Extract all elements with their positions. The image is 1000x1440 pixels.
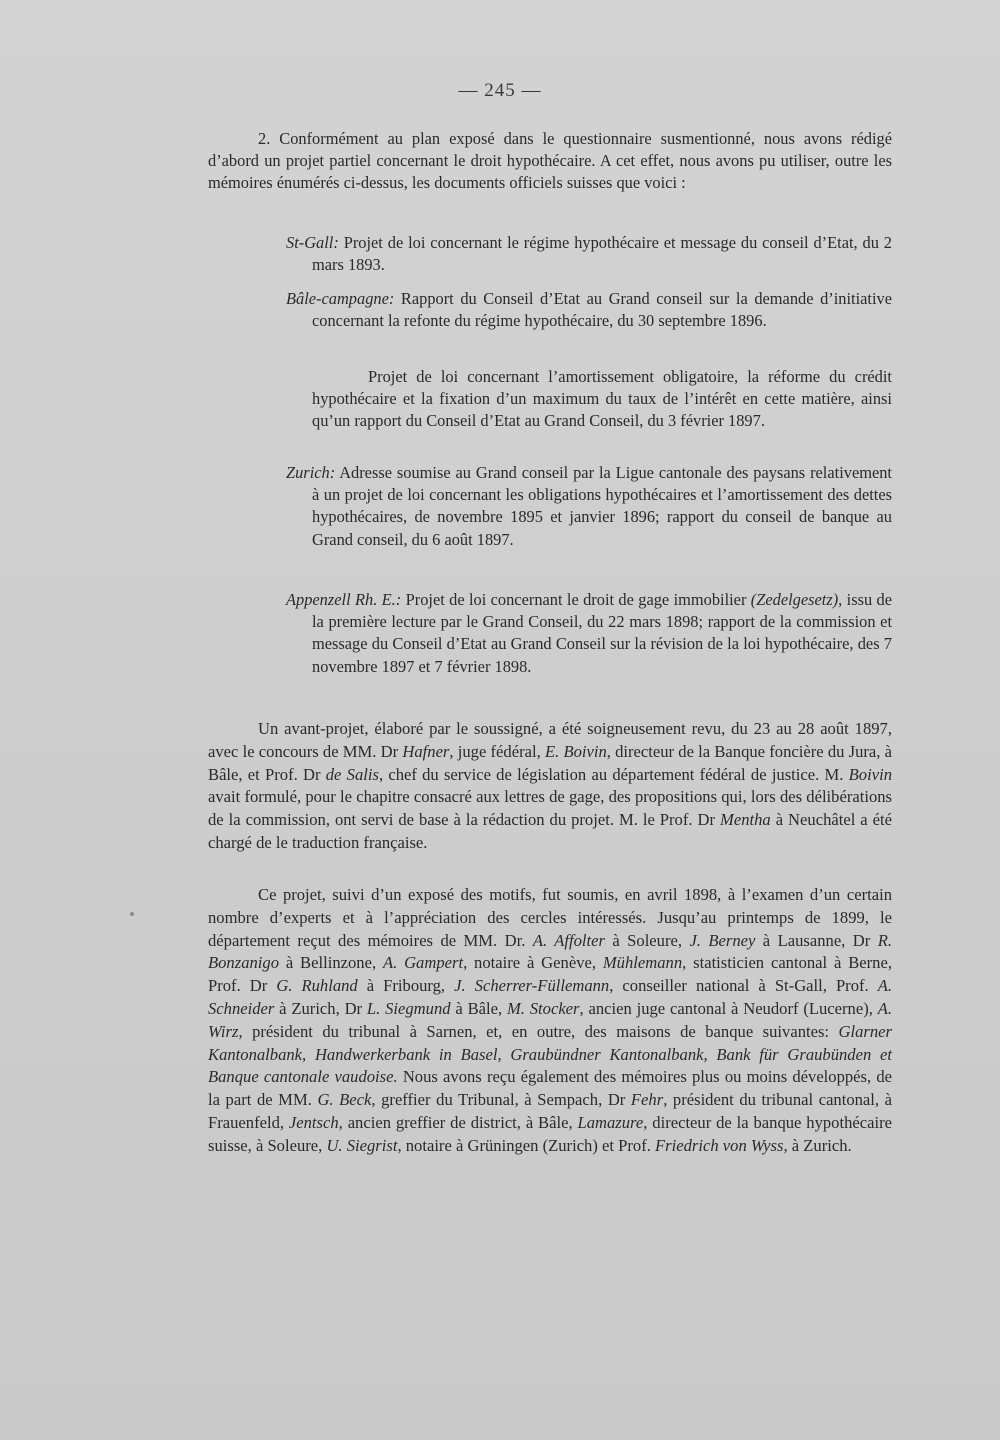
document-canton: St-Gall: — [286, 233, 339, 252]
document-description: Projet de loi concernant le régime hypothécaire et message du conseil d’Etat, du 2 mars 1893. — [312, 233, 892, 275]
person-name: U. Siegrist — [326, 1135, 398, 1155]
text-run: , chef du service de législation au département fédéral de justice. M. — [378, 764, 849, 784]
document-description: Adresse soumise au Grand conseil par la Ligue cantonale des paysans relativement à un projet de loi concernant les obligations hypothécaires et l’amortissement des dettes hypothécaires, de novembre 1895 et janvier 1896; rapport du conseil de banque au Grand conseil, du 6 août 1897. — [312, 463, 892, 549]
text-run: à Bellinzone, — [279, 953, 383, 973]
person-name: Boivin — [848, 764, 892, 784]
text-run: à Fribourg, — [357, 976, 455, 996]
document-canton: Bâle-campagne: — [286, 289, 395, 308]
intro-text: 2. Conformément au plan exposé dans le questionnaire susmentionné, nous avons rédigé d’abord un projet partiel concernant le droit hypothécaire. A cet effet, nous avons pu utiliser, outre les mémoires énumérés ci-dessus, les documents officiels suisses que voici : — [208, 129, 892, 193]
text-run: avait formulé, pour le chapitre consacré aux lettres de gage, des propositions qui, lors des délibérations de la commission, ont servi de base à la rédaction du projet. M. le Prof. Dr — [208, 787, 892, 830]
bank-names: Glarner Kantonalbank, Handwerkerbank in Basel, Graubündner Kantonalbank, Bank für Graubünden et Banque cantonale vaudoise. — [208, 1021, 892, 1087]
person-name: G. Ruhland — [276, 976, 358, 996]
person-name: A. Gampert — [382, 953, 464, 973]
intro-paragraph — [208, 128, 892, 195]
paragraph-avant-projet — [208, 718, 892, 855]
person-name: Mühlemann — [602, 953, 683, 973]
document-canton: Zurich: — [286, 463, 336, 482]
text-run: à Lausanne, Dr — [755, 930, 878, 950]
text-run: , notaire à Genève, — [463, 953, 603, 973]
person-name: J. Scherrer-Füllemann — [454, 976, 610, 996]
document-description: Projet de loi concernant le droit de gage immobilier — [401, 590, 751, 609]
document-entry-zurich — [286, 462, 892, 551]
text-run: , président du tribunal à Sarnen, et, en outre, des maisons de banque suivantes: — [238, 1021, 839, 1041]
paragraph-text — [208, 884, 892, 1158]
person-name: de Salis — [325, 764, 379, 784]
person-name: A. Wirz — [208, 998, 892, 1041]
person-name: A. Schneider — [208, 976, 892, 1018]
text-run: à Bâle, — [450, 998, 507, 1018]
person-name: E. Boivin — [544, 741, 607, 761]
document-entry-bale-campagne — [286, 288, 892, 332]
person-name: G. Beck — [317, 1090, 372, 1110]
text-run: , conseiller national à St-Gall, Prof. — [609, 976, 878, 996]
person-name: M. Stocker — [506, 998, 580, 1018]
text-run: à Zurich, Dr — [274, 998, 367, 1018]
text-run: , ancien juge cantonal à Neudorf (Lucerne), — [579, 998, 878, 1018]
person-name: Jentsch — [288, 1112, 339, 1132]
document-italic-term: (Zedelgesetz) — [750, 590, 839, 609]
person-name: Hafner — [402, 741, 450, 761]
person-name: Friedrich von Wyss — [655, 1135, 784, 1155]
document-entry-appenzell — [286, 589, 892, 678]
person-name: Mentha — [720, 810, 771, 830]
text-run: , juge fédéral, — [449, 741, 545, 761]
paragraph-text — [208, 718, 892, 855]
paper-speck — [130, 912, 134, 916]
text-run: , président du tribunal cantonal, à Frauenfeld, — [208, 1090, 893, 1132]
paragraph-experts — [208, 884, 892, 1158]
person-name: A. Affolter — [532, 930, 605, 950]
person-name: Fehr — [630, 1090, 664, 1110]
document-description: Projet de loi concernant l’amortissement obligatoire, la réforme du crédit hypothécaire et la fixation d’un maximum du taux de l’intérêt en cette matière, ainsi qu’un rapport du Conseil d’Etat au Grand Conseil, du 3 février 1897. — [312, 367, 892, 431]
person-name: R. Bonzanigo — [208, 930, 892, 973]
text-run: , à Zurich. — [783, 1135, 852, 1155]
text-run: Un avant-projet, élaboré par le soussigné, a été soigneusement revu, du 23 au 28 août 1897, avec le concours de MM. Dr — [208, 719, 892, 761]
person-name: J. Berney — [689, 930, 756, 950]
text-run: , greffier du Tribunal, à Sempach, Dr — [371, 1090, 631, 1110]
text-run: , ancien greffier de district, à Bâle, — [338, 1112, 578, 1132]
text-run: Ce projet, suivi d’un exposé des motifs, fut soumis, en avril 1898, à l’examen d’un certain nombre d’experts et à l’appréciation des cercles intéressés. Jusqu’au printemps de 1899, le département reçut des mémoires de MM. Dr. — [208, 885, 892, 950]
text-run: , directeur de la Banque foncière du Jura, à Bâle, et Prof. Dr — [208, 741, 892, 784]
person-name: Lamazure — [577, 1112, 644, 1132]
text-run: , directeur de la banque hypothécaire suisse, à Soleure, — [208, 1112, 892, 1155]
text-run: Nous avons reçu également des mémoires plus ou moins développés, de la part de MM. — [208, 1067, 893, 1110]
text-run: , notaire à Grüningen (Zurich) et Prof. — [397, 1135, 656, 1155]
document-description: Rapport du Conseil d’Etat au Grand conseil sur la demande d’initiative concernant la refonte du régime hypothécaire, du 30 septembre 1896. — [312, 289, 892, 331]
document-entry-bale-campagne-projet — [286, 366, 892, 433]
person-name: L. Siegmund — [366, 998, 451, 1018]
text-run: à Soleure, — [604, 930, 690, 950]
page-number: — 245 — — [458, 80, 542, 101]
text-run: , statisticien cantonal à Berne, Prof. Dr — [208, 953, 892, 996]
document-canton: Appenzell Rh. E.: — [286, 590, 402, 609]
text-run: à Neuchâtel a été chargé de le traduction française. — [208, 810, 892, 852]
document-entry-st-gall — [286, 232, 892, 276]
document-description-continued: , issu de la première lecture par le Grand Conseil, du 22 mars 1898; rapport de la commission et message du Conseil d’Etat au Grand Conseil sur la révision de la loi hypothécaire, des 7 novembre 1897 et 7 février 1898. — [312, 590, 892, 676]
